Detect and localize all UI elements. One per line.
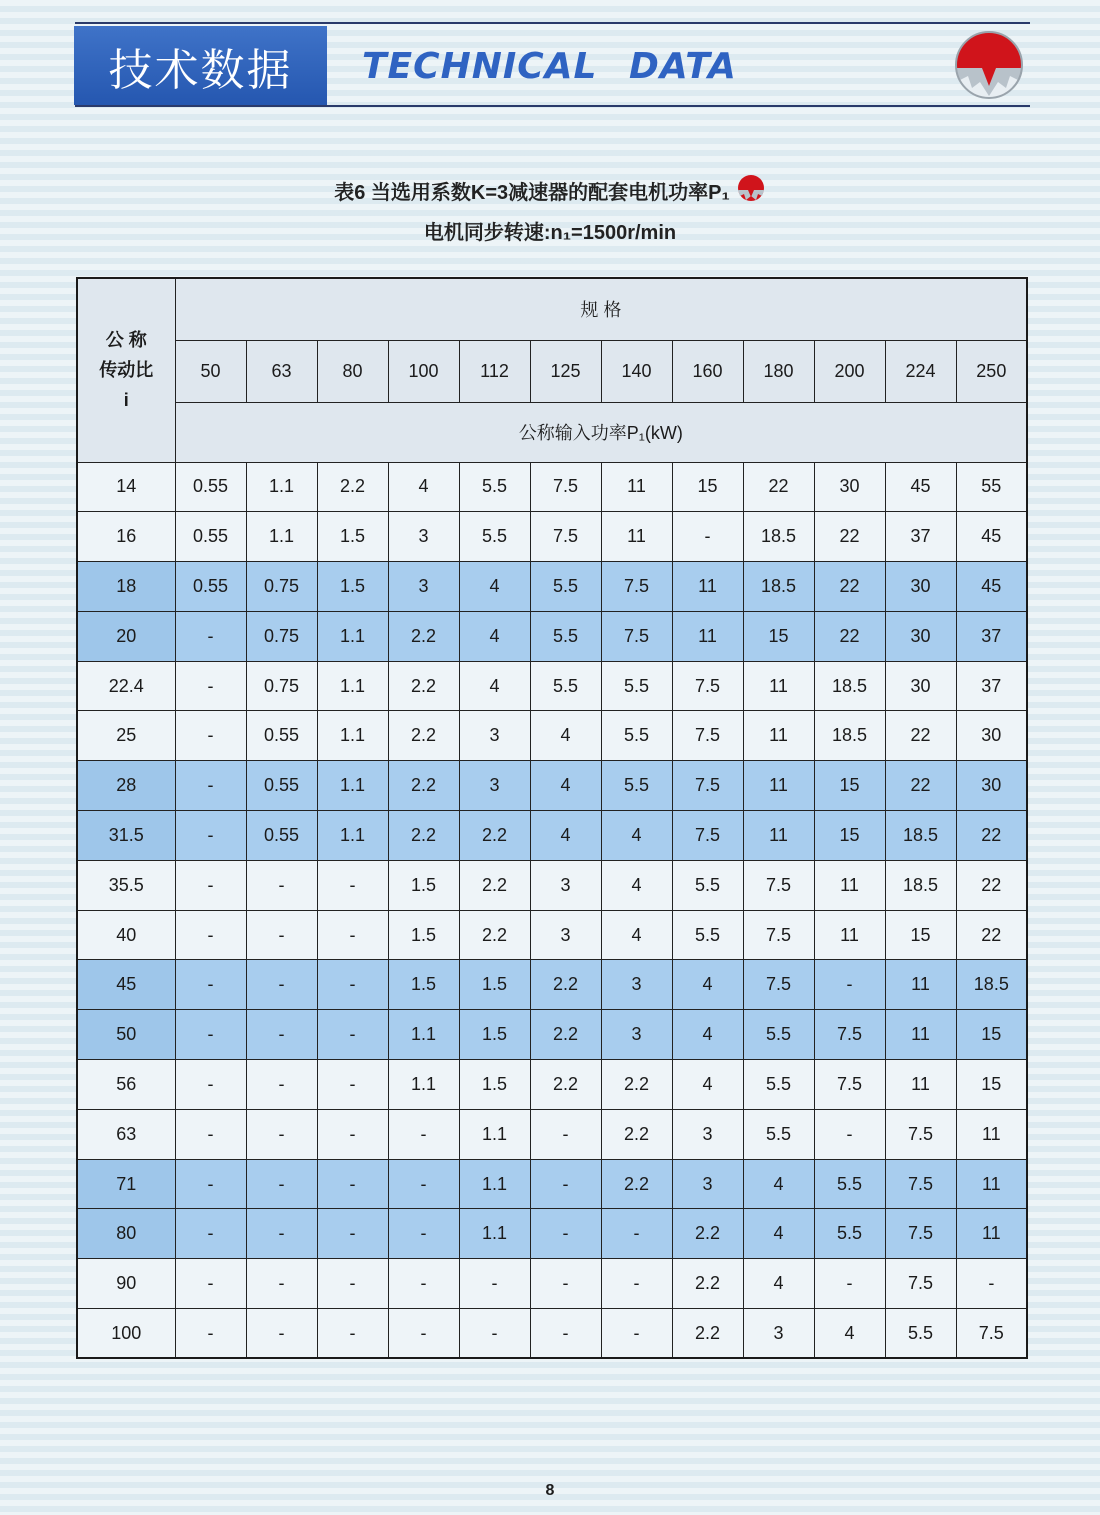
power-cell: 11 — [743, 811, 814, 861]
ratio-cell: 25 — [77, 711, 175, 761]
ratio-cell: 20 — [77, 611, 175, 661]
ratio-cell: 22.4 — [77, 661, 175, 711]
power-cell: 1.5 — [459, 1010, 530, 1060]
power-cell: 22 — [743, 462, 814, 512]
power-cell: - — [388, 1209, 459, 1259]
power-cell: 1.5 — [388, 860, 459, 910]
table-row — [77, 562, 1027, 612]
power-cell: 2.2 — [388, 711, 459, 761]
power-cell: 4 — [743, 1259, 814, 1309]
power-cell: 11 — [956, 1209, 1027, 1259]
power-cell: - — [246, 960, 317, 1010]
power-cell: - — [388, 1309, 459, 1359]
power-cell: - — [175, 1010, 246, 1060]
power-cell: 15 — [814, 761, 885, 811]
power-cell: 3 — [388, 562, 459, 612]
power-cell: - — [317, 960, 388, 1010]
power-cell: - — [175, 1209, 246, 1259]
power-cell: 1.1 — [317, 661, 388, 711]
power-cell: 1.1 — [246, 462, 317, 512]
power-cell: 11 — [672, 562, 743, 612]
ratio-cell: 71 — [77, 1159, 175, 1209]
ratio-cell: 16 — [77, 512, 175, 562]
power-cell: 5.5 — [459, 462, 530, 512]
power-cell: 11 — [743, 761, 814, 811]
power-cell: - — [175, 1259, 246, 1309]
table-body — [77, 462, 1027, 1358]
size-header-cell: 100 — [388, 340, 459, 402]
power-cell: - — [530, 1159, 601, 1209]
power-cell: 7.5 — [885, 1209, 956, 1259]
power-cell: 18.5 — [814, 661, 885, 711]
power-cell: - — [530, 1309, 601, 1359]
power-cell: 11 — [601, 462, 672, 512]
table-row — [77, 1060, 1027, 1110]
power-cell: - — [175, 661, 246, 711]
power-cell: - — [601, 1309, 672, 1359]
power-cell: 22 — [814, 562, 885, 612]
power-cell: 2.2 — [459, 860, 530, 910]
ratio-cell: 56 — [77, 1060, 175, 1110]
power-cell: 4 — [814, 1309, 885, 1359]
power-cell: 22 — [956, 811, 1027, 861]
power-cell: - — [530, 1109, 601, 1159]
power-cell: - — [388, 1159, 459, 1209]
table-row — [77, 1309, 1027, 1359]
power-cell: 2.2 — [672, 1209, 743, 1259]
power-cell: - — [388, 1259, 459, 1309]
ratio-header-line1: 公 称 — [105, 330, 147, 351]
power-cell: 4 — [743, 1159, 814, 1209]
power-cell: - — [814, 1109, 885, 1159]
power-cell: 30 — [885, 661, 956, 711]
power-cell: 7.5 — [743, 910, 814, 960]
power-cell: - — [317, 1309, 388, 1359]
power-cell: 2.2 — [530, 1010, 601, 1060]
power-cell: 2.2 — [388, 811, 459, 861]
table-row — [77, 661, 1027, 711]
power-cell: 5.5 — [743, 1109, 814, 1159]
ratio-cell: 18 — [77, 562, 175, 612]
power-cell: 18.5 — [814, 711, 885, 761]
power-cell: - — [317, 1209, 388, 1259]
power-cell: 2.2 — [601, 1060, 672, 1110]
power-cell: 5.5 — [459, 512, 530, 562]
power-cell: 1.1 — [246, 512, 317, 562]
power-cell: 2.2 — [601, 1159, 672, 1209]
power-cell: 1.1 — [317, 811, 388, 861]
power-cell: 0.75 — [246, 611, 317, 661]
power-cell: 11 — [885, 1060, 956, 1110]
power-cell: 2.2 — [388, 611, 459, 661]
power-cell: 30 — [956, 761, 1027, 811]
table-row — [77, 462, 1027, 512]
power-cell: 7.5 — [530, 462, 601, 512]
table-row — [77, 761, 1027, 811]
ratio-cell: 31.5 — [77, 811, 175, 861]
section-title-en: TECHNICAL DATA — [362, 46, 737, 87]
power-cell: - — [246, 1309, 317, 1359]
ratio-cell: 45 — [77, 960, 175, 1010]
power-header: 公称输入功率P₁(kW) — [175, 402, 1027, 462]
table-row — [77, 711, 1027, 761]
ratio-cell: 14 — [77, 462, 175, 512]
power-cell: 2.2 — [317, 462, 388, 512]
power-cell: - — [530, 1209, 601, 1259]
power-cell: 5.5 — [743, 1010, 814, 1060]
power-cell: 4 — [601, 910, 672, 960]
table-row — [77, 1010, 1027, 1060]
power-cell: 5.5 — [601, 661, 672, 711]
power-cell: 7.5 — [885, 1159, 956, 1209]
header-rule-top — [75, 22, 1030, 24]
power-cell: 4 — [672, 1060, 743, 1110]
page-number: 8 — [545, 1482, 555, 1499]
power-table — [76, 277, 1028, 1359]
power-cell: - — [175, 860, 246, 910]
size-header-cell: 63 — [246, 340, 317, 402]
ratio-cell: 50 — [77, 1010, 175, 1060]
power-cell: - — [459, 1309, 530, 1359]
power-cell: 11 — [743, 661, 814, 711]
power-cell: 22 — [885, 711, 956, 761]
power-cell: 1.1 — [459, 1159, 530, 1209]
table-row — [77, 860, 1027, 910]
power-cell: 55 — [956, 462, 1027, 512]
power-cell: 7.5 — [814, 1060, 885, 1110]
power-cell: 7.5 — [885, 1109, 956, 1159]
power-cell: 4 — [388, 462, 459, 512]
ratio-header-line3: i — [123, 390, 129, 411]
power-cell: 1.1 — [459, 1209, 530, 1259]
power-cell: 3 — [459, 711, 530, 761]
power-cell: 1.1 — [388, 1060, 459, 1110]
power-cell: - — [317, 860, 388, 910]
power-cell: 2.2 — [672, 1309, 743, 1359]
power-cell: 15 — [885, 910, 956, 960]
power-cell: 30 — [885, 611, 956, 661]
company-logo-icon — [952, 28, 1026, 102]
size-header-cell: 80 — [317, 340, 388, 402]
power-cell: - — [246, 1159, 317, 1209]
power-cell: 1.5 — [388, 960, 459, 1010]
power-cell: - — [175, 960, 246, 1010]
power-cell: - — [317, 1010, 388, 1060]
power-cell: 30 — [885, 562, 956, 612]
power-cell: 4 — [530, 811, 601, 861]
power-cell: 22 — [814, 512, 885, 562]
power-cell: - — [175, 711, 246, 761]
power-cell: 18.5 — [885, 860, 956, 910]
power-cell: 4 — [743, 1209, 814, 1259]
power-cell: 7.5 — [814, 1010, 885, 1060]
ratio-cell: 80 — [77, 1209, 175, 1259]
power-cell: 5.5 — [601, 711, 672, 761]
power-cell: 2.2 — [601, 1109, 672, 1159]
power-cell: 2.2 — [530, 1060, 601, 1110]
power-cell: 5.5 — [672, 910, 743, 960]
power-cell: 7.5 — [601, 562, 672, 612]
size-header-cell: 250 — [956, 340, 1027, 402]
table-row — [77, 1259, 1027, 1309]
power-cell: - — [246, 910, 317, 960]
power-cell: 5.5 — [601, 761, 672, 811]
power-cell: 18.5 — [743, 512, 814, 562]
power-cell: 15 — [956, 1010, 1027, 1060]
header-rule-bottom — [75, 105, 1030, 107]
table-row — [77, 611, 1027, 661]
power-cell: 1.1 — [388, 1010, 459, 1060]
power-cell: 4 — [459, 562, 530, 612]
power-cell: 4 — [459, 661, 530, 711]
power-cell: - — [814, 960, 885, 1010]
spec-header: 规 格 — [175, 278, 1027, 340]
power-cell: 18.5 — [956, 960, 1027, 1010]
power-cell: 15 — [672, 462, 743, 512]
power-cell: 0.55 — [175, 562, 246, 612]
power-cell: 11 — [672, 611, 743, 661]
power-cell: 3 — [601, 960, 672, 1010]
size-header-cell: 140 — [601, 340, 672, 402]
power-cell: - — [175, 1060, 246, 1110]
table-caption — [0, 176, 1100, 205]
power-cell: 37 — [956, 661, 1027, 711]
ratio-cell: 40 — [77, 910, 175, 960]
power-cell: 3 — [530, 860, 601, 910]
power-cell: 2.2 — [530, 960, 601, 1010]
power-cell: 1.5 — [317, 562, 388, 612]
power-cell: 11 — [814, 910, 885, 960]
power-cell: 15 — [956, 1060, 1027, 1110]
power-cell: - — [814, 1259, 885, 1309]
power-cell: 5.5 — [530, 562, 601, 612]
power-cell: - — [175, 1309, 246, 1359]
power-cell: 4 — [601, 860, 672, 910]
power-cell: 3 — [601, 1010, 672, 1060]
power-cell: 0.75 — [246, 661, 317, 711]
power-cell: 37 — [956, 611, 1027, 661]
power-cell: - — [459, 1259, 530, 1309]
power-cell: - — [175, 1109, 246, 1159]
power-cell: 4 — [530, 711, 601, 761]
power-cell: - — [246, 1060, 317, 1110]
power-cell: - — [175, 611, 246, 661]
power-cell: 2.2 — [459, 811, 530, 861]
power-cell: 1.1 — [317, 611, 388, 661]
power-cell: 11 — [956, 1159, 1027, 1209]
power-cell: 15 — [743, 611, 814, 661]
power-cell: 22 — [956, 910, 1027, 960]
power-cell: 5.5 — [885, 1309, 956, 1359]
table-row — [77, 1209, 1027, 1259]
power-cell: 7.5 — [956, 1309, 1027, 1359]
power-cell: - — [175, 910, 246, 960]
power-cell: 1.1 — [459, 1109, 530, 1159]
ratio-cell: 35.5 — [77, 860, 175, 910]
size-header-cell: 50 — [175, 340, 246, 402]
power-cell: 18.5 — [885, 811, 956, 861]
power-cell: - — [175, 761, 246, 811]
power-cell: 4 — [459, 611, 530, 661]
power-cell: 11 — [885, 1010, 956, 1060]
power-cell: 22 — [814, 611, 885, 661]
power-cell: - — [246, 1010, 317, 1060]
table-row — [77, 811, 1027, 861]
power-cell: 2.2 — [459, 910, 530, 960]
ratio-cell: 63 — [77, 1109, 175, 1159]
power-cell: 30 — [814, 462, 885, 512]
power-cell: - — [246, 1259, 317, 1309]
power-cell: - — [956, 1259, 1027, 1309]
table-row — [77, 1159, 1027, 1209]
power-cell: 7.5 — [672, 711, 743, 761]
power-cell: 2.2 — [388, 761, 459, 811]
power-cell: 5.5 — [530, 611, 601, 661]
power-cell: 5.5 — [743, 1060, 814, 1110]
power-cell: 11 — [956, 1109, 1027, 1159]
power-cell: 1.5 — [388, 910, 459, 960]
power-cell: 1.5 — [317, 512, 388, 562]
power-cell: 11 — [885, 960, 956, 1010]
power-cell: 4 — [601, 811, 672, 861]
ratio-header — [77, 278, 175, 462]
power-cell: 45 — [885, 462, 956, 512]
power-cell: 5.5 — [672, 860, 743, 910]
power-cell: 0.55 — [246, 761, 317, 811]
power-cell: 7.5 — [601, 611, 672, 661]
power-cell: 2.2 — [388, 661, 459, 711]
power-cell: 2.2 — [672, 1259, 743, 1309]
power-cell: 45 — [956, 562, 1027, 612]
size-header-cell: 112 — [459, 340, 530, 402]
power-cell: 7.5 — [743, 960, 814, 1010]
power-cell: 7.5 — [885, 1259, 956, 1309]
power-cell: 7.5 — [530, 512, 601, 562]
power-cell: - — [175, 811, 246, 861]
power-cell: - — [246, 1209, 317, 1259]
power-cell: - — [601, 1259, 672, 1309]
power-cell: 15 — [814, 811, 885, 861]
power-cell: 1.5 — [459, 960, 530, 1010]
table-row — [77, 960, 1027, 1010]
ratio-cell: 28 — [77, 761, 175, 811]
power-cell: 5.5 — [814, 1209, 885, 1259]
power-cell: 3 — [743, 1309, 814, 1359]
size-header-cell: 224 — [885, 340, 956, 402]
power-cell: 0.55 — [246, 811, 317, 861]
power-cell: 4 — [672, 1010, 743, 1060]
power-cell: 3 — [388, 512, 459, 562]
power-cell: 0.55 — [175, 462, 246, 512]
power-cell: 3 — [459, 761, 530, 811]
power-cell: - — [317, 1109, 388, 1159]
power-cell: 7.5 — [672, 761, 743, 811]
power-cell: 1.5 — [459, 1060, 530, 1110]
power-cell: 5.5 — [530, 661, 601, 711]
power-cell: 3 — [530, 910, 601, 960]
power-cell: - — [246, 1109, 317, 1159]
table-row — [77, 512, 1027, 562]
power-cell: 1.1 — [317, 761, 388, 811]
power-cell: 7.5 — [743, 860, 814, 910]
power-cell: - — [601, 1209, 672, 1259]
power-cell: 11 — [743, 711, 814, 761]
power-cell: 0.55 — [175, 512, 246, 562]
power-cell: - — [672, 512, 743, 562]
ratio-header-line2: 传动比 — [99, 360, 154, 381]
power-cell: 18.5 — [743, 562, 814, 612]
small-logo-icon — [736, 174, 766, 204]
size-header-cell: 200 — [814, 340, 885, 402]
power-cell: 45 — [956, 512, 1027, 562]
table-row — [77, 1109, 1027, 1159]
size-header-cell: 180 — [743, 340, 814, 402]
power-cell: 22 — [956, 860, 1027, 910]
table-row — [77, 910, 1027, 960]
ratio-cell: 100 — [77, 1309, 175, 1359]
power-cell: 1.1 — [317, 711, 388, 761]
size-header-cell: 160 — [672, 340, 743, 402]
power-cell: 7.5 — [672, 811, 743, 861]
power-cell: 5.5 — [814, 1159, 885, 1209]
power-cell: 0.55 — [246, 711, 317, 761]
power-cell: 3 — [672, 1109, 743, 1159]
power-cell: - — [246, 860, 317, 910]
power-cell: - — [317, 910, 388, 960]
power-cell: 4 — [530, 761, 601, 811]
power-cell: - — [175, 1159, 246, 1209]
table-subcaption: 电机同步转速:n₁=1500r/min — [423, 222, 677, 244]
power-cell: - — [317, 1060, 388, 1110]
size-header-cell: 125 — [530, 340, 601, 402]
power-cell: 4 — [672, 960, 743, 1010]
power-cell: - — [530, 1259, 601, 1309]
power-cell: 11 — [601, 512, 672, 562]
power-cell: 30 — [956, 711, 1027, 761]
section-title-cn: 技术数据 — [74, 26, 327, 105]
power-cell: 37 — [885, 512, 956, 562]
power-cell: 7.5 — [672, 661, 743, 711]
power-cell: - — [317, 1259, 388, 1309]
power-cell: 11 — [814, 860, 885, 910]
power-cell: 22 — [885, 761, 956, 811]
table-caption-text: 表6 当选用系数K=3减速器的配套电机功率P₁ — [334, 182, 730, 204]
power-cell: - — [317, 1159, 388, 1209]
power-cell: - — [388, 1109, 459, 1159]
power-cell: 3 — [672, 1159, 743, 1209]
size-header-row — [77, 340, 1027, 402]
ratio-cell: 90 — [77, 1259, 175, 1309]
power-cell: 0.75 — [246, 562, 317, 612]
